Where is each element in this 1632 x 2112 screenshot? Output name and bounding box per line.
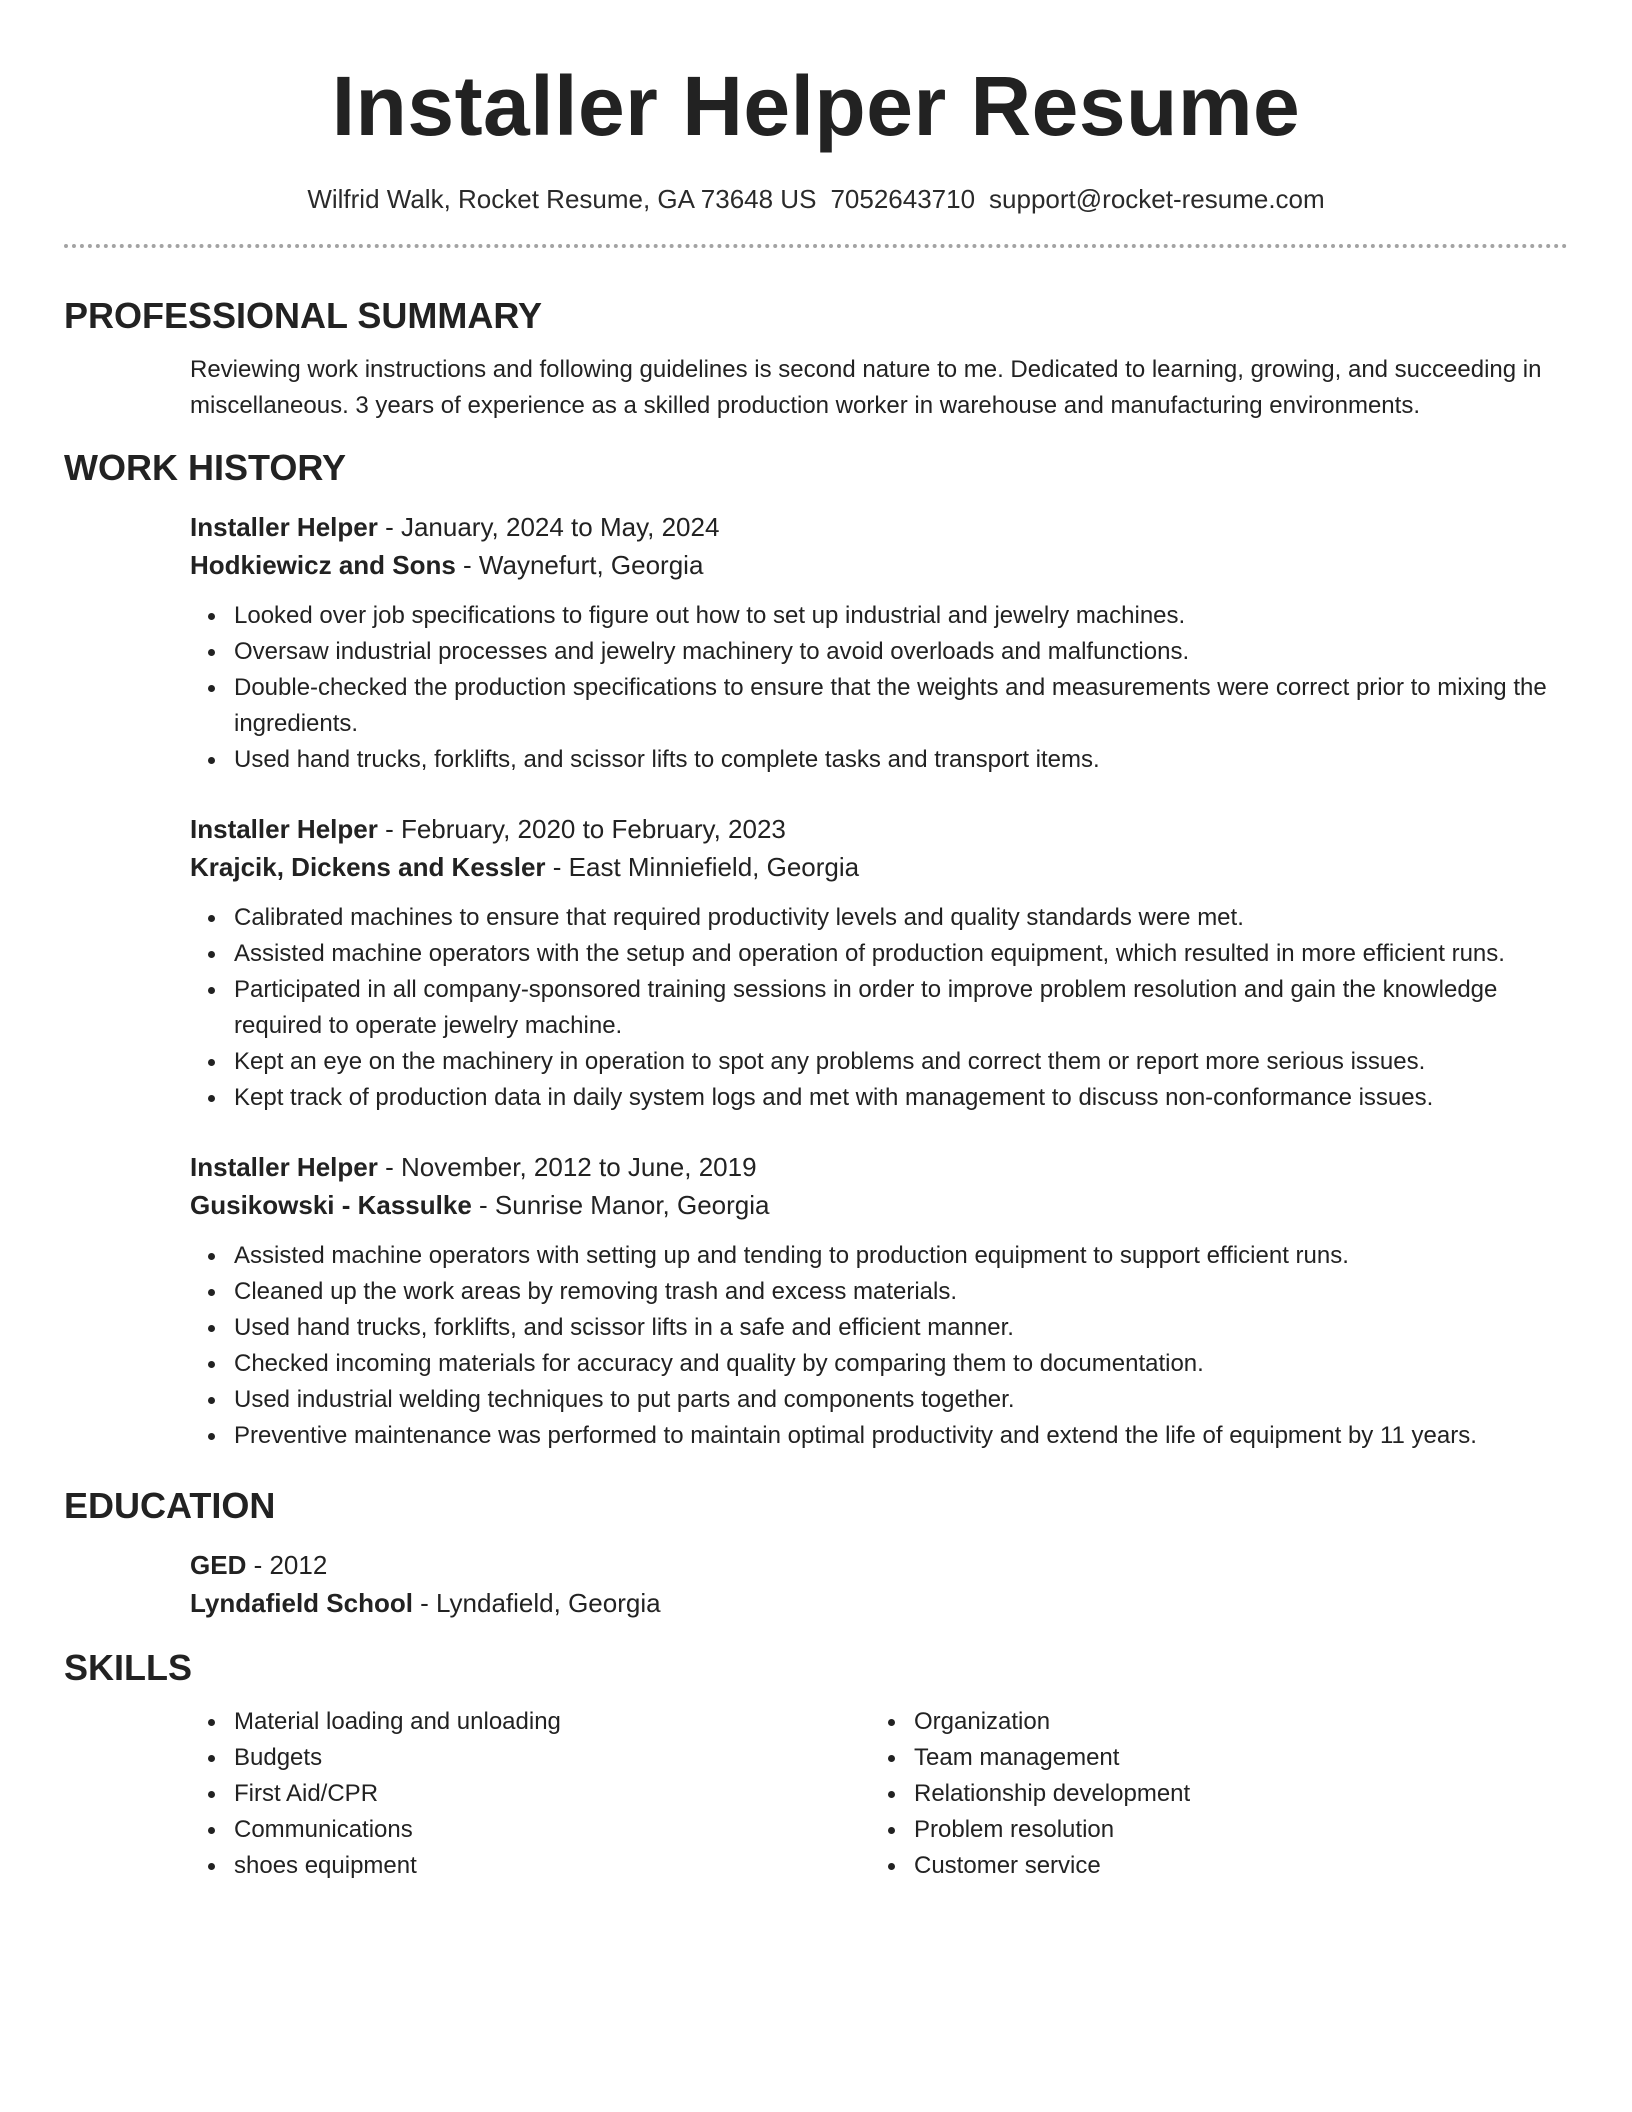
job-company-line [190,1186,1568,1224]
list-item: Double-checked the production specifications to ensure that the weights and measurements were correct prior to mixing the ingredients. [190,670,1568,742]
section-heading-education: EDUCATION [64,1485,276,1526]
list-item: Kept track of production data in daily system logs and met with management to discuss non-conformance issues. [190,1080,1568,1116]
list-item: Material loading and unloading [190,1704,870,1740]
summary-section [64,294,1568,424]
job-location: - Sunrise Manor, Georgia [471,1190,770,1220]
job-dates: - February, 2020 to February, 2023 [377,814,786,844]
education-year: - 2012 [246,1550,328,1580]
list-item: Preventive maintenance was performed to maintain optimal productivity and extend the life of equipment by 11 years. [190,1418,1568,1454]
section-heading-skills: SKILLS [64,1647,193,1688]
list-item: Checked incoming materials for accuracy and quality by comparing them to documentation. [190,1346,1568,1382]
list-item: Organization [870,1704,1550,1740]
job-title-line [190,1148,1568,1186]
list-item: Relationship development [870,1776,1550,1812]
list-item: shoes equipment [190,1848,870,1884]
job-company-line [190,848,1568,886]
job-location: - Waynefurt, Georgia [455,550,704,580]
job-dates: - November, 2012 to June, 2019 [377,1152,757,1182]
list-item: Participated in all company-sponsored training sessions in order to improve problem resolution and gain the knowledge required to operate jewelry machine. [190,972,1568,1044]
job-company: Gusikowski - Kassulke [190,1190,472,1220]
summary-text: Reviewing work instructions and following guidelines is second nature to me. Dedicated to learning, growing, and succeeding in miscellaneous. 3 years of experience as a skilled production worker in warehouse and manufacturing environments. [190,356,1542,419]
skills-section [64,1646,1568,1884]
contact-address: Wilfrid Walk, Rocket Resume, GA 73648 US [307,184,817,214]
list-item: Oversaw industrial processes and jewelry machinery to avoid overloads and malfunctions. [190,634,1568,670]
job-company: Krajcik, Dickens and Kessler [190,852,546,882]
job-company-line [190,546,1568,584]
education-degree: GED [190,1550,247,1580]
section-heading-summary: PROFESSIONAL SUMMARY [64,295,543,336]
list-item: Cleaned up the work areas by removing trash and excess materials. [190,1274,1568,1310]
job-bullets [190,598,1568,778]
education-school-line [190,1584,1568,1622]
education-degree-line [190,1546,1568,1584]
list-item: Assisted machine operators with the setup and operation of production equipment, which resulted in more efficient runs. [190,936,1568,972]
contact-phone: 7052643710 [830,184,976,214]
education-school: Lyndafield School [190,1588,413,1618]
list-item: Kept an eye on the machinery in operation to spot any problems and correct them or report more serious issues. [190,1044,1568,1080]
education-section [64,1484,1568,1622]
job-title-line [190,508,1568,546]
resume-page [64,0,1568,1884]
work-history-section [64,446,1568,1454]
job-bullets [190,900,1568,1116]
list-item: Budgets [190,1740,870,1776]
list-item: Used industrial welding techniques to put parts and components together. [190,1382,1568,1418]
education-location: - Lyndafield, Georgia [412,1588,661,1618]
job-title-line [190,810,1568,848]
list-item: Used hand trucks, forklifts, and scissor lifts in a safe and efficient manner. [190,1310,1568,1346]
skills-list [190,1704,870,1884]
job-title: Installer Helper [190,814,378,844]
job-location: - East Minniefield, Georgia [545,852,860,882]
job-company: Hodkiewicz and Sons [190,550,456,580]
contact-line [64,182,1568,216]
list-item: Problem resolution [870,1812,1550,1848]
skills-column-right [870,1704,1550,1884]
job-dates: - January, 2024 to May, 2024 [377,512,720,542]
job-entry [190,508,1568,778]
section-heading-work-history: WORK HISTORY [64,447,347,488]
education-entry [190,1546,1568,1622]
list-item: Calibrated machines to ensure that required productivity levels and quality standards were met. [190,900,1568,936]
job-title: Installer Helper [190,1152,378,1182]
list-item: Assisted machine operators with setting up and tending to production equipment to support efficient runs. [190,1238,1568,1274]
job-entry [190,810,1568,1116]
job-bullets [190,1238,1568,1454]
list-item: Team management [870,1740,1550,1776]
job-entry [190,1148,1568,1454]
list-item: Looked over job specifications to figure out how to set up industrial and jewelry machines. [190,598,1568,634]
contact-email: support@rocket-resume.com [989,184,1325,214]
list-item: Customer service [870,1848,1550,1884]
job-title: Installer Helper [190,512,378,542]
header-divider [64,244,1568,248]
list-item: First Aid/CPR [190,1776,870,1812]
skills-list [870,1704,1550,1884]
list-item: Used hand trucks, forklifts, and scissor lifts to complete tasks and transport items. [190,742,1568,778]
list-item: Communications [190,1812,870,1848]
page-title: Installer Helper Resume [331,59,1301,153]
skills-columns [190,1704,1568,1884]
skills-column-left [190,1704,870,1884]
